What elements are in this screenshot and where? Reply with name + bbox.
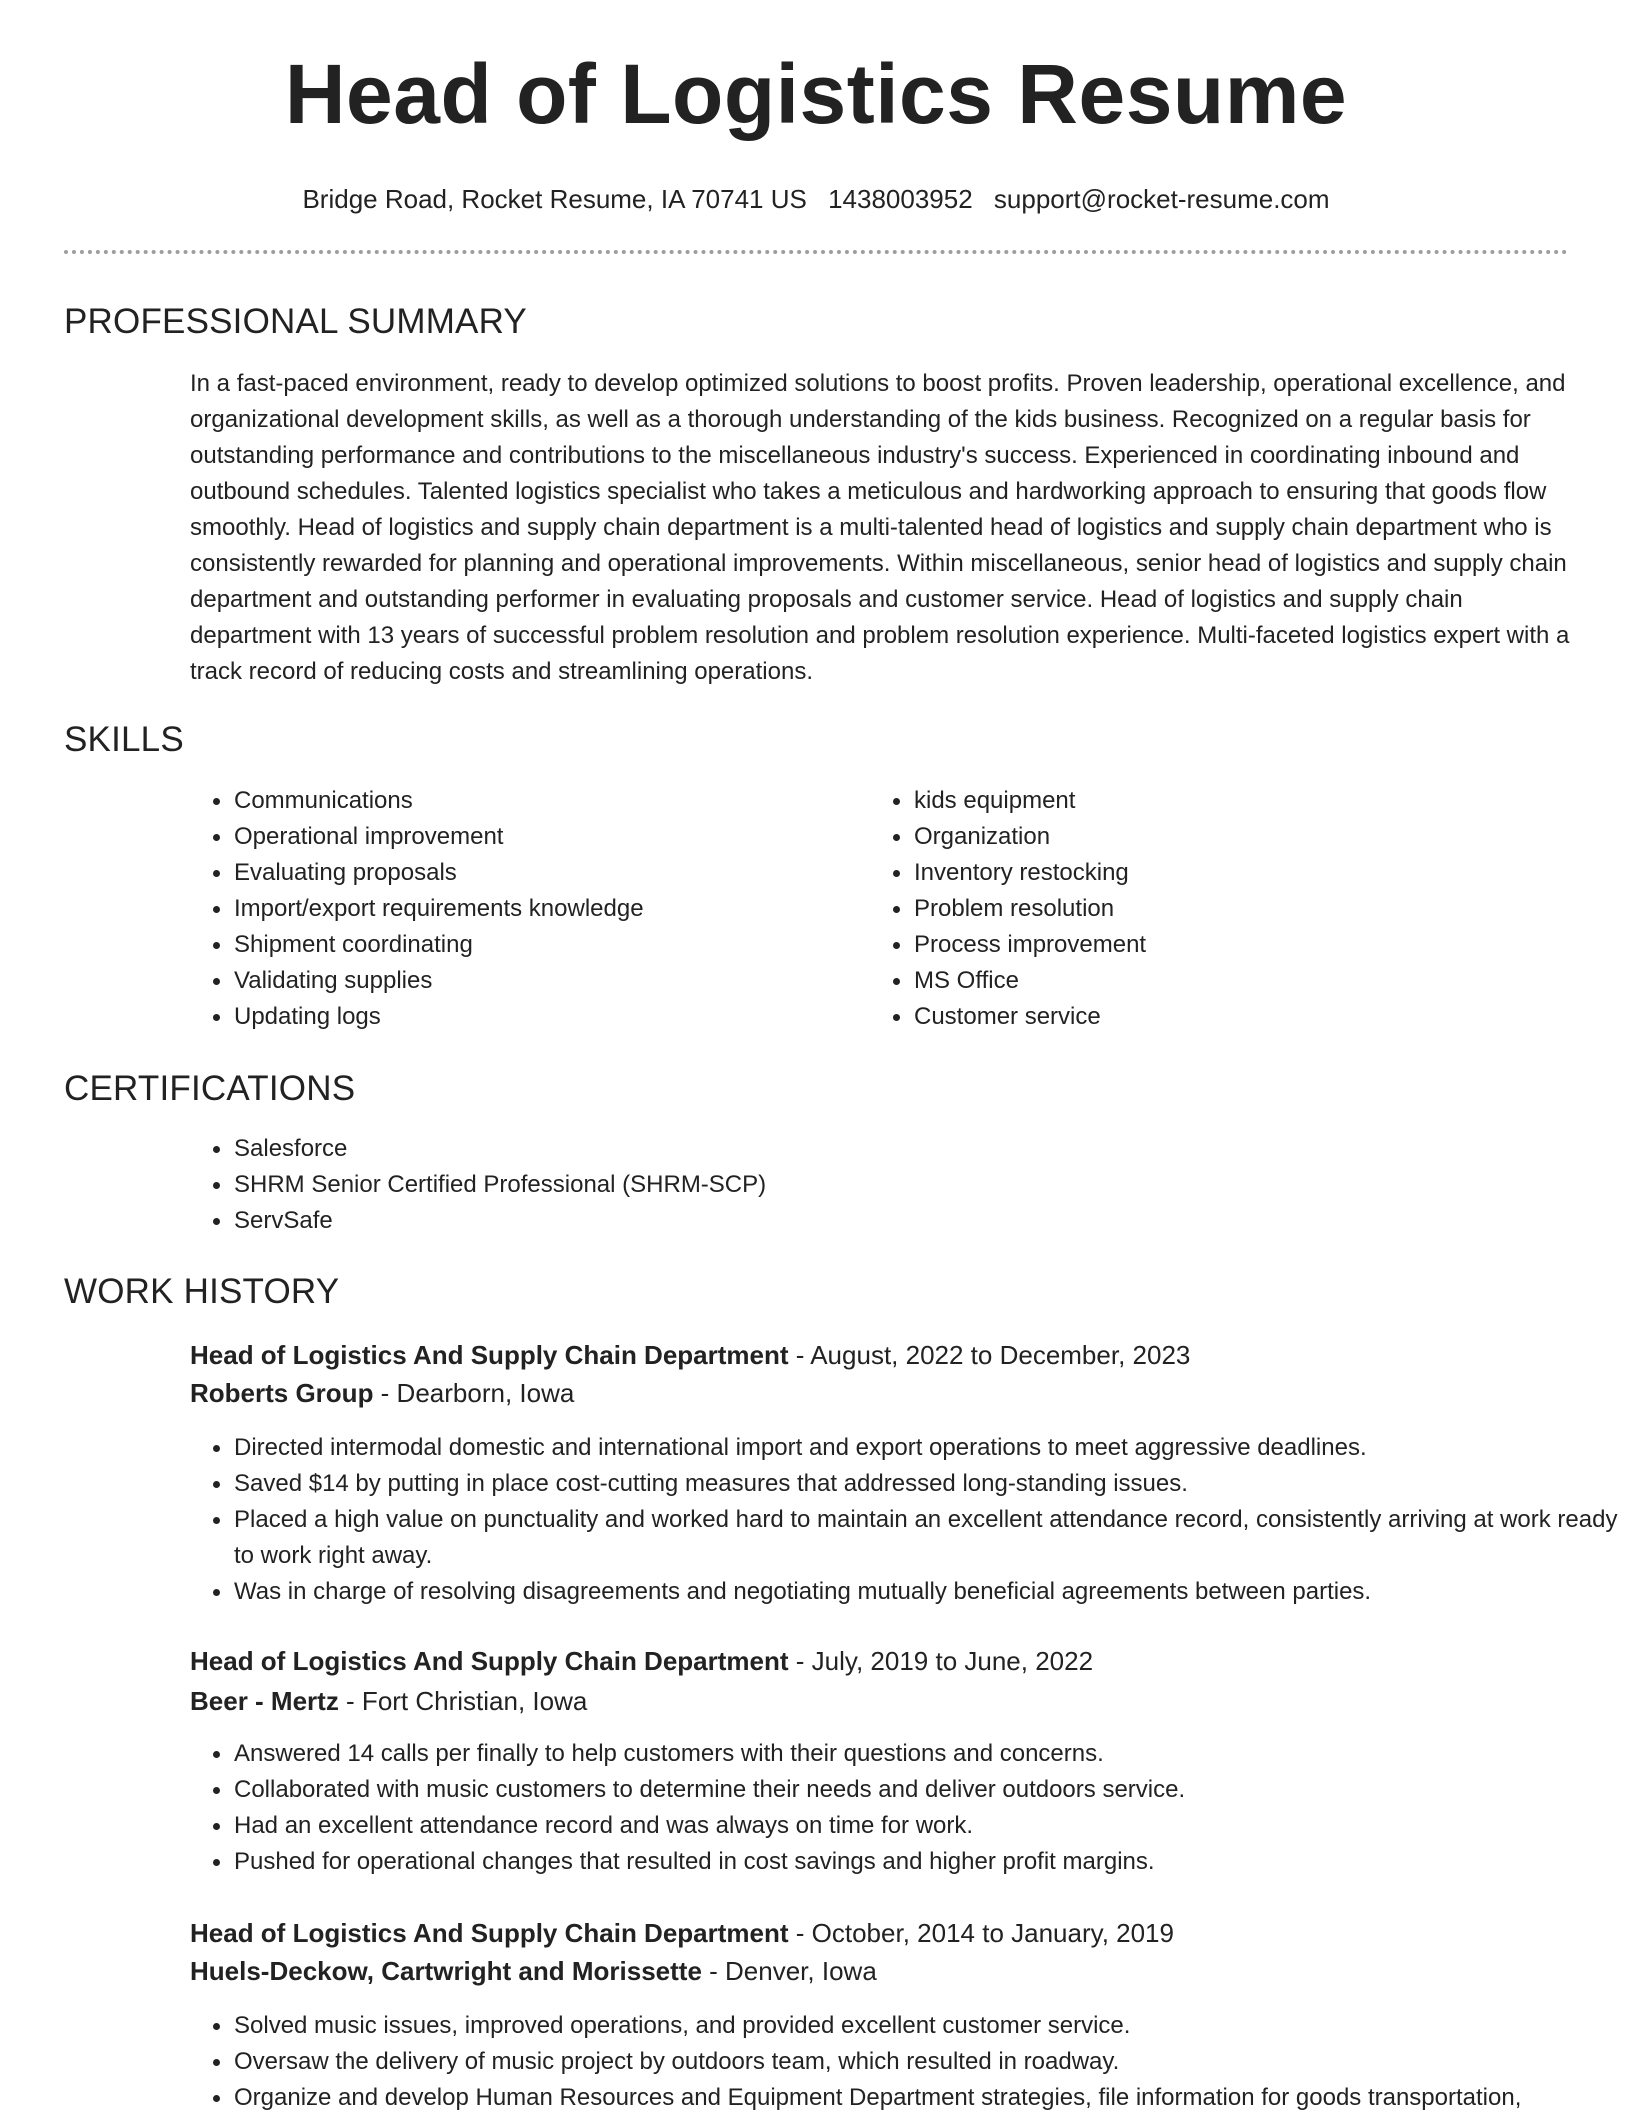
skills-list-right [870,783,1533,1035]
skill-item: • Validating supplies [233,963,853,999]
job-title: Head of Logistics And Supply Chain Department [190,1918,789,1948]
skill-item: • Customer service [913,999,1533,1035]
contact-address: Bridge Road, Rocket Resume, IA 70741 US [302,184,807,214]
job-company: Roberts Group [190,1378,374,1408]
job-company-line [190,1954,877,1988]
header-divider [64,250,1568,254]
job-bullet: • Had an excellent attendance record and was always on time for work. [233,1808,1618,1844]
skill-item: • Operational improvement [233,819,853,855]
skill-item: • Inventory restocking [913,855,1533,891]
contact-email: support@rocket-resume.com [993,184,1330,214]
job-title-line [190,1338,1190,1372]
job-bullet: • Placed a high value on punctuality and worked hard to maintain an excellent attendance record, consistently arriving at work ready to work right away. [233,1502,1618,1574]
job-location: - Fort Christian, Iowa [338,1686,588,1716]
certifications-list [190,1131,1233,1239]
job-bullet: • Directed intermodal domestic and international import and export operations to meet aggressive deadlines. [233,1430,1618,1466]
skill-item: • Evaluating proposals [233,855,853,891]
job-bullet: • Solved music issues, improved operations, and provided excellent customer service. [233,2008,1618,2044]
job-title: Head of Logistics And Supply Chain Department [190,1646,789,1676]
job-bullet: • Saved $14 by putting in place cost-cutting measures that addressed long-standing issues. [233,1466,1618,1502]
job-bullets [190,2008,1618,2116]
skill-item: • Updating logs [233,999,853,1035]
job-company: Beer - Mertz [190,1686,339,1716]
skill-item: • Import/export requirements knowledge [233,891,853,927]
resume-title: Head of Logistics Resume [284,47,1348,141]
job-dates: - August, 2022 to December, 2023 [788,1340,1191,1370]
job-company: Huels-Deckow, Cartwright and Morissette [190,1956,702,1986]
job-company-line [190,1376,574,1410]
job-bullet: • Pushed for operational changes that resulted in cost savings and higher profit margins. [233,1844,1618,1880]
skill-item: • kids equipment [913,783,1533,819]
job-location: - Dearborn, Iowa [373,1378,575,1408]
skills-list-left [190,783,853,1035]
skill-item: • Process improvement [913,927,1533,963]
work-history-heading: WORK HISTORY [64,1272,340,1311]
summary-heading: PROFESSIONAL SUMMARY [64,302,527,341]
job-title-line [190,1644,1093,1678]
job-bullet: • Collaborated with music customers to determine their needs and deliver outdoors service. [233,1772,1618,1808]
job-bullet: • Was in charge of resolving disagreements and negotiating mutually beneficial agreements between parties. [233,1574,1618,1610]
certification-item: • Salesforce [233,1131,1233,1167]
certification-item: • SHRM Senior Certified Professional (SHRM-SCP) [233,1167,1233,1203]
skill-item: • Communications [233,783,853,819]
contact-line [0,184,1632,214]
skill-item: • Shipment coordinating [233,927,853,963]
certification-item: • ServSafe [233,1203,1233,1239]
skill-item: • MS Office [913,963,1533,999]
summary-text: In a fast-paced environment, ready to develop optimized solutions to boost profits. Proven leadership, operational excellence, and organizational development skills, as well as a thorough understanding of the kids business. Recognized on a regular basis for outstanding performance and contributions to the miscellaneous industry's success. Experienced in coordinating inbound and outbound schedules. Talented logistics specialist who takes a meticulous and hardworking approach to ensuring that goods flow smoothly. Head of logistics and supply chain department is a multi-talented head of logistics and supply chain department who is consistently rewarded for planning and operational improvements. Within miscellaneous, senior head of logistics and supply chain department and outstanding performer in evaluating proposals and customer service. Head of logistics and supply chain department with 13 years of successful problem resolution and problem resolution experience. Multi-faceted logistics expert with a track record of reducing costs and streamlining operations. [190,370,1570,685]
job-company-line [190,1684,587,1718]
job-location: - Denver, Iowa [701,1956,877,1986]
job-bullet: • Answered 14 calls per finally to help customers with their questions and concerns. [233,1736,1618,1772]
job-bullet: • Oversaw the delivery of music project by outdoors team, which resulted in roadway. [233,2044,1618,2080]
job-title: Head of Logistics And Supply Chain Department [190,1340,789,1370]
job-bullets [190,1736,1618,1880]
job-dates: - October, 2014 to January, 2019 [788,1918,1174,1948]
skill-item: • Organization [913,819,1533,855]
job-dates: - July, 2019 to June, 2022 [788,1646,1094,1676]
certifications-heading: CERTIFICATIONS [64,1069,356,1108]
skills-heading: SKILLS [64,720,184,759]
job-bullets [190,1430,1618,1610]
job-title-line [190,1916,1174,1950]
job-bullet: • Organize and develop Human Resources and Equipment Department strategies, file information for goods transportation, [233,2080,1618,2116]
contact-phone: 1438003952 [828,184,973,214]
skill-item: • Problem resolution [913,891,1533,927]
